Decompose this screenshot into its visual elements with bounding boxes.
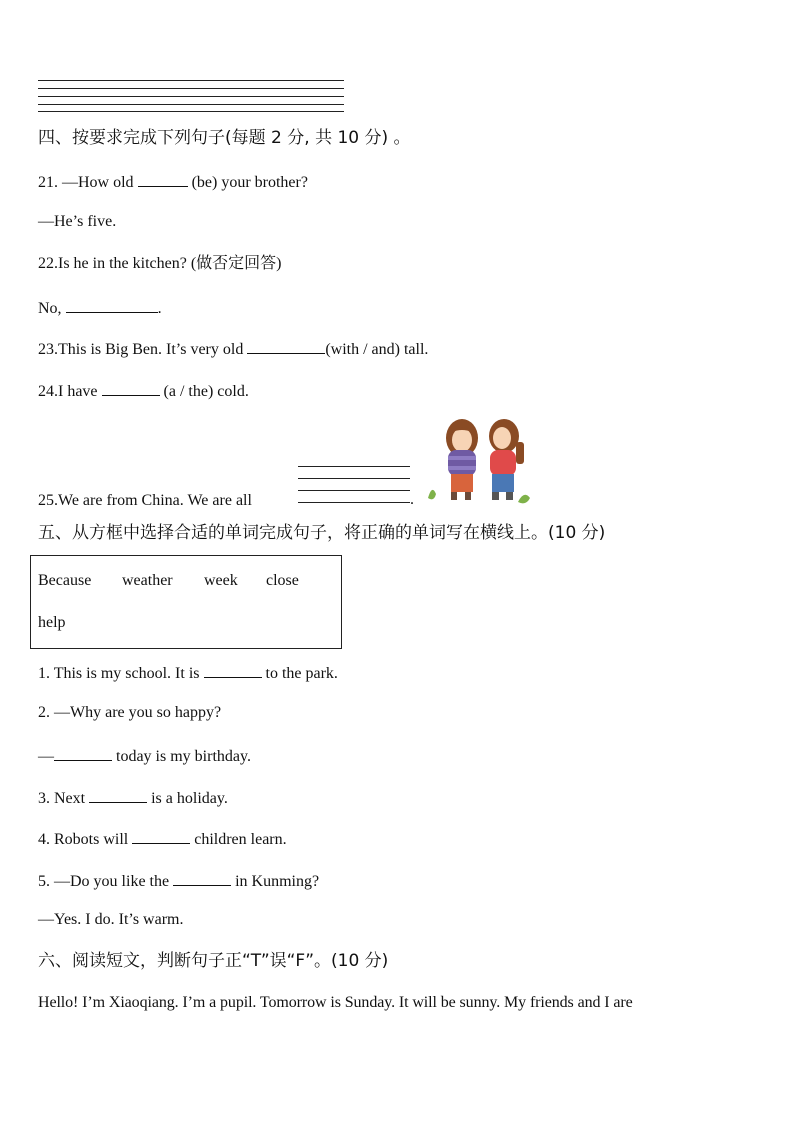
answer-line	[38, 104, 344, 105]
q2-blank[interactable]	[54, 744, 112, 761]
q23-blank[interactable]	[247, 337, 325, 354]
word-option: weather	[122, 572, 173, 589]
section-4-title: 四、按要求完成下列句子(每题 2 分, 共 10 分) 。	[38, 128, 411, 148]
q22-answer	[38, 296, 162, 319]
word-option: close	[266, 572, 299, 589]
section-6-title: 六、阅读短文，判断句子正“T”误“F”。(10 分)	[38, 951, 389, 971]
q24-blank[interactable]	[102, 379, 160, 396]
q4-text: 4. Robots will	[38, 831, 133, 848]
question-22: 22.Is he in the kitchen? (做否定回答)	[38, 255, 282, 272]
q2-text-end: today is my birthday.	[112, 748, 251, 765]
q1-text: 1. This is my school. It is	[38, 665, 204, 682]
q25-answer-line[interactable]	[298, 502, 410, 503]
q4-text-end: children learn.	[190, 831, 287, 848]
q4-blank[interactable]	[132, 827, 190, 844]
section5-question-2: 2. —Why are you so happy?	[38, 704, 222, 721]
section5-question-5	[38, 869, 319, 892]
answer-line	[38, 96, 344, 97]
q22-end: .	[157, 300, 162, 317]
q22-prefix: No,	[38, 300, 66, 317]
word-box	[30, 555, 342, 649]
q21-blank[interactable]	[138, 170, 188, 187]
q23-text-end: (with / and) tall.	[325, 341, 429, 358]
q5-text: 5. —Do you like the	[38, 873, 174, 890]
q3-text-end: is a holiday.	[147, 790, 228, 807]
section5-question-3	[38, 786, 228, 809]
q25-answer-line[interactable]	[298, 466, 410, 467]
word-option: week	[204, 572, 238, 589]
section5-q5-answer: —Yes. I do. It’s warm.	[38, 911, 184, 928]
q25-answer-line[interactable]	[298, 490, 410, 491]
q23-text: 23.This is Big Ben. It’s very old	[38, 341, 248, 358]
section5-question-4	[38, 827, 287, 850]
q1-blank[interactable]	[204, 661, 262, 678]
word-option: Because	[38, 572, 92, 589]
q5-text-end: in Kunming?	[231, 873, 320, 890]
q22-blank[interactable]	[66, 296, 158, 313]
question-23	[38, 337, 428, 360]
question-24	[38, 379, 249, 402]
q3-text: 3. Next	[38, 790, 90, 807]
q21-text-end: (be) your brother?	[187, 174, 308, 191]
reading-passage: Hello! I’m Xiaoqiang. I’m a pupil. Tomorrow is Sunday. It will be sunny. My friends and I are	[38, 994, 633, 1011]
q1-text-end: to the park.	[261, 665, 338, 682]
answer-line	[38, 111, 344, 112]
q3-blank[interactable]	[89, 786, 147, 803]
section5-q2-answer	[38, 744, 251, 767]
q5-blank[interactable]	[173, 869, 231, 886]
q25-end: .	[410, 491, 414, 508]
q2-dash: —	[38, 748, 54, 765]
q24-text-end: (a / the) cold.	[159, 383, 249, 400]
word-option: help	[38, 614, 66, 631]
q25-answer-line[interactable]	[298, 478, 410, 479]
q24-text: 24.I have	[38, 383, 102, 400]
q21-text: 21. —How old	[38, 174, 138, 191]
answer-line	[38, 80, 344, 81]
section5-question-1	[38, 661, 338, 684]
answer-line	[38, 88, 344, 89]
section-5-title: 五、从方框中选择合适的单词完成句子，将正确的单词写在横线上。(10 分)	[38, 523, 606, 543]
two-girls-illustration	[420, 410, 538, 510]
question-25: 25.We are from China. We are all	[38, 492, 252, 509]
q21-answer: —He’s five.	[38, 213, 117, 230]
question-21	[38, 170, 308, 193]
